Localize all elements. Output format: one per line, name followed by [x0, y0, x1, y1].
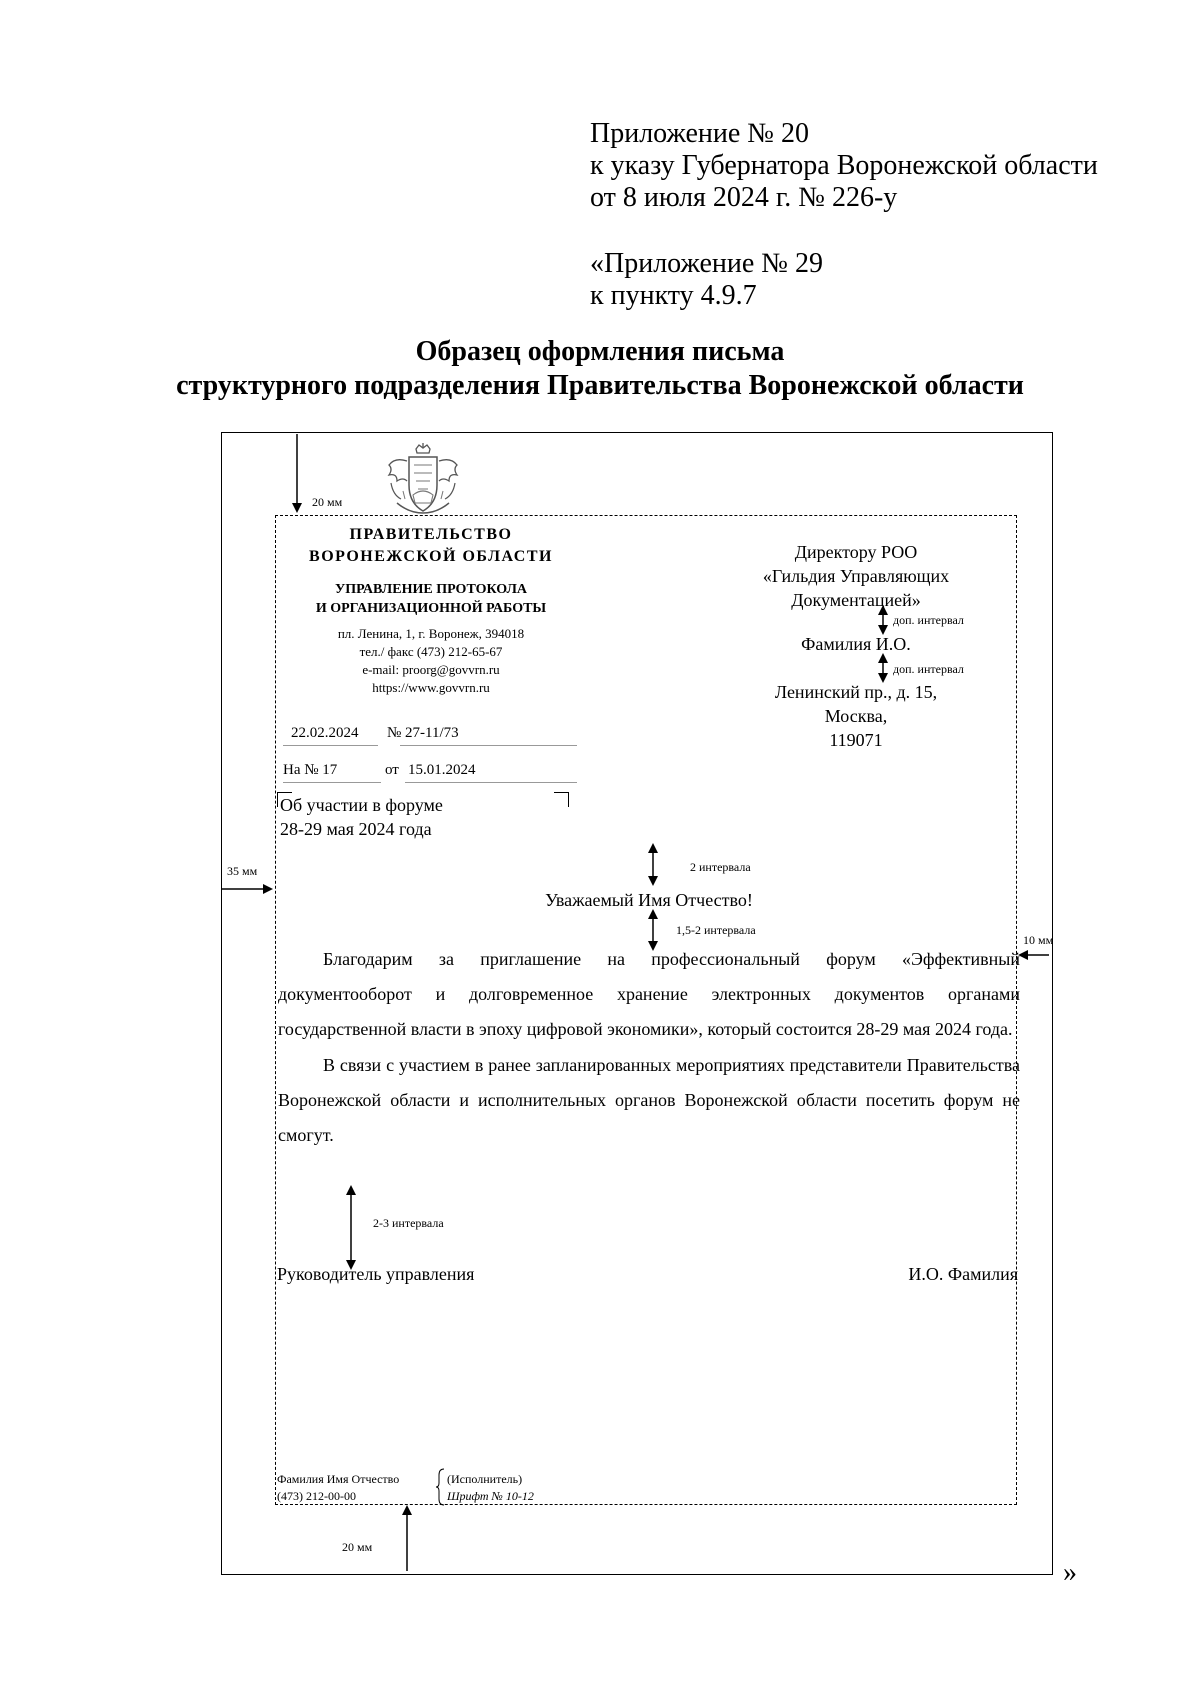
two-intervals-label: 2 интервала — [690, 860, 751, 874]
registration-number: № 27-11/73 — [387, 725, 459, 741]
left-margin-label: 35 мм — [227, 864, 258, 878]
addressee-city: Москва, — [824, 706, 888, 726]
right-margin-label: 10 мм — [1023, 933, 1054, 947]
letterhead-website: https://www.govvrn.ru — [372, 680, 490, 695]
executor-phone: (473) 212-00-00 — [277, 1489, 356, 1503]
two-three-intervals-label: 2-3 интервала — [373, 1216, 444, 1230]
addressee-line-1: Директору РОО — [794, 542, 918, 562]
addressee-line-3: Документацией» — [791, 590, 921, 610]
addressee-org — [736, 540, 976, 612]
executor-note: (Исполнитель) — [447, 1472, 523, 1486]
letterhead-email: e-mail: proorg@govvrn.ru — [362, 662, 500, 677]
executor-name: Фамилия Имя Отчество — [277, 1472, 400, 1486]
appendix-number: Приложение № 20 — [590, 118, 809, 149]
addressee-street: Ленинский пр., д. 15, — [774, 682, 938, 702]
letter-body — [278, 942, 1020, 1154]
one-half-two-intervals-label: 1,5-2 интервала — [676, 923, 756, 937]
reference-number-line — [283, 782, 381, 783]
addressee-zip: 119071 — [829, 730, 883, 750]
letterhead-dept-line-1: УПРАВЛЕНИЕ ПРОТОКОЛА — [334, 582, 528, 597]
letter-subject-line-2: 28-29 мая 2024 года — [280, 819, 432, 839]
signer-name: И.О. Фамилия — [908, 1264, 1018, 1284]
appendix-date: от 8 июля 2024 г. № 226-у — [590, 182, 898, 213]
letter-subject-line-1: Об участии в форуме — [280, 795, 443, 815]
addressee-name: Фамилия И.О. — [801, 634, 911, 654]
executor-info — [277, 1471, 399, 1505]
reference-date-prefix: от — [385, 762, 399, 778]
signer-position: Руководитель управления — [277, 1264, 475, 1284]
addressee-address — [736, 680, 976, 752]
page-title-line-2: структурного подразделения Правительства Воронежской области — [176, 370, 1024, 401]
bottom-margin-label: 20 мм — [342, 1540, 373, 1554]
executor-brace-icon — [436, 1468, 446, 1506]
letter-paragraph-1: Благодарим за приглашение на профессиональный форум «Эффективный документооборот и долговременное хранение электронных документов органами государственной власти в эпоху цифровой экономики», который состоится 28-29 мая 2024 года. — [278, 949, 1020, 1039]
registration-number-line — [400, 745, 577, 746]
registration-date-line — [283, 745, 378, 746]
top-margin-label: 20 мм — [312, 495, 343, 509]
salutation: Уважаемый Имя Отчество! — [545, 890, 753, 910]
letterhead-org — [290, 524, 572, 568]
letterhead-dept-line-2: И ОРГАНИЗАЦИОННОЙ РАБОТЫ — [315, 601, 547, 616]
letterhead-phone: тел./ факс (473) 212-65-67 — [359, 644, 503, 659]
reference-number: На № 17 — [283, 762, 338, 778]
addressee-line-2: «Гильдия Управляющих — [762, 566, 950, 586]
page-title-line-1: Образец оформления письма — [415, 336, 785, 367]
letter-subject — [280, 793, 443, 841]
extra-interval-label-1: доп. интервал — [893, 613, 964, 627]
registration-date: 22.02.2024 — [291, 725, 359, 741]
closing-quote: » — [1063, 1557, 1077, 1588]
letterhead-dept — [290, 580, 572, 618]
letterhead-org-line-2: ВОРОНЕЖСКОЙ ОБЛАСТИ — [309, 548, 553, 565]
reference-date-line — [405, 782, 577, 783]
font-note: Шрифт № 10-12 — [447, 1489, 534, 1503]
subject-corner-right — [554, 792, 569, 807]
extra-interval-label-2: доп. интервал — [893, 662, 964, 676]
inner-appendix-number: «Приложение № 29 — [590, 248, 823, 279]
letter-paragraph-2: В связи с участием в ранее запланированных мероприятиях представители Правительства Воронежской области и исполнительных органов Воронежской области посетить форум не смогут. — [278, 1055, 1020, 1145]
letterhead-contacts — [290, 625, 572, 697]
appendix-decree: к указу Губернатора Воронежской области — [590, 150, 1098, 181]
reference-date: 15.01.2024 — [408, 762, 476, 778]
inner-appendix-clause: к пункту 4.9.7 — [590, 280, 757, 311]
letterhead-address: пл. Ленина, 1, г. Воронеж, 394018 — [337, 626, 525, 641]
letterhead-org-line-1: ПРАВИТЕЛЬСТВО — [349, 526, 513, 543]
